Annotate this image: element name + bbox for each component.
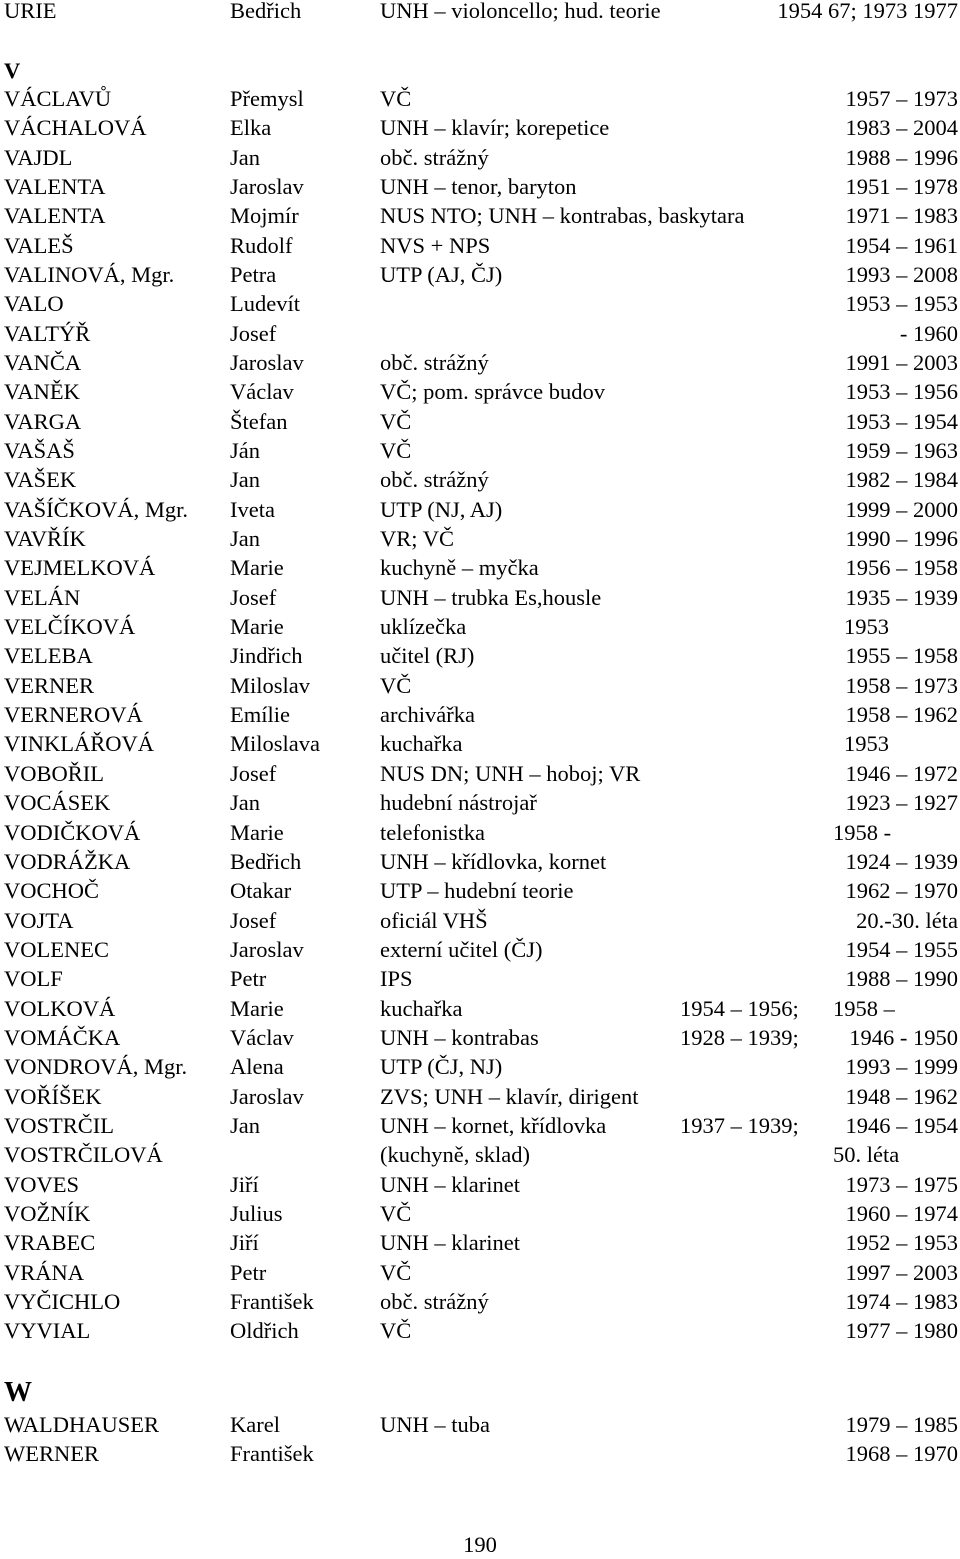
entry-row — [0, 1082, 960, 1111]
years: 1953 – 1954 — [845, 408, 958, 434]
years: 1953 – 1956 — [845, 379, 958, 405]
entry-row — [0, 465, 960, 494]
years: 1946 – 1954 — [845, 1112, 958, 1138]
entry-row — [0, 84, 960, 113]
entry-row — [0, 289, 960, 318]
entry-row — [0, 231, 960, 260]
first-name: Jan — [230, 467, 260, 493]
first-name: Karel — [230, 1412, 280, 1437]
role: UNH – kontrabas — [380, 1024, 539, 1050]
role: UNH – klavír; korepetice — [380, 115, 610, 141]
role: obč. strážný — [380, 467, 489, 493]
role: UNH – tuba — [380, 1412, 490, 1437]
entry-row — [0, 935, 960, 964]
role: UNH – křídlovka, kornet — [380, 848, 607, 874]
surname: VOLF — [4, 966, 63, 992]
first-name: Václav — [230, 1024, 294, 1050]
entry-row — [0, 1228, 960, 1257]
surname: VÁCLAVŮ — [4, 86, 112, 111]
role: UTP (ČJ, NJ) — [380, 1054, 503, 1080]
surname: VANĚK — [4, 379, 80, 405]
first-name: Jan — [230, 144, 260, 170]
earlier-years: 1954 – 1956; — [680, 995, 799, 1021]
role: VČ — [380, 1259, 412, 1285]
first-name: Miloslava — [230, 731, 320, 757]
first-name: František — [230, 1441, 314, 1467]
years: 1924 – 1939 — [845, 848, 958, 874]
entry-row — [0, 143, 960, 172]
first-name: Ludevít — [230, 291, 300, 317]
first-name: Josef — [230, 760, 277, 786]
surname: VODIČKOVÁ — [4, 819, 141, 845]
surname: VYVIAL — [4, 1318, 91, 1344]
first-name: Štefan — [230, 408, 288, 434]
role: externí učitel (ČJ) — [380, 936, 543, 962]
role: NUS DN; UNH – hoboj; VR — [380, 760, 641, 786]
role: VČ — [380, 408, 412, 434]
first-name: Marie — [230, 819, 284, 845]
surname: VERNER — [4, 672, 94, 698]
entry-row — [0, 876, 960, 905]
first-name: Bedřich — [230, 848, 302, 874]
first-name: Julius — [230, 1200, 283, 1226]
entry-row — [0, 1052, 960, 1081]
years: 1951 – 1978 — [845, 174, 958, 200]
first-name: Jan — [230, 790, 260, 816]
first-name: Iveta — [230, 496, 275, 522]
role: učitel (RJ) — [380, 643, 475, 669]
entry-row — [0, 847, 960, 876]
entry-row — [0, 788, 960, 817]
role: archivářka — [380, 702, 475, 728]
role: telefonistka — [380, 819, 485, 845]
surname: VELČÍKOVÁ — [4, 614, 136, 640]
years: 1935 – 1939 — [845, 584, 958, 610]
surname: VALINOVÁ, Mgr. — [4, 262, 175, 288]
years: 1974 – 1983 — [845, 1288, 958, 1314]
entry-row — [0, 377, 960, 406]
role: obč. strážný — [380, 350, 489, 376]
surname: VAŠÍČKOVÁ, Mgr. — [4, 496, 188, 522]
first-name: Jaroslav — [230, 174, 304, 200]
section-letter-v: V — [4, 58, 21, 83]
first-name: Oldřich — [230, 1318, 299, 1344]
role: VČ — [380, 1200, 412, 1226]
first-name: Petra — [230, 262, 277, 288]
surname: VOŽNÍK — [4, 1200, 91, 1226]
surname: VOLKOVÁ — [4, 995, 116, 1021]
first-name: Jiří — [230, 1230, 259, 1256]
entry-row — [0, 553, 960, 582]
years: 1983 – 2004 — [845, 115, 958, 141]
role: VČ; pom. správce budov — [380, 379, 605, 405]
first-name: Bedřich — [230, 0, 302, 23]
top-row — [0, 0, 960, 25]
entry-row — [0, 1111, 960, 1140]
entry-row — [0, 1410, 960, 1439]
role: ZVS; UNH – klavír, dirigent — [380, 1083, 639, 1109]
earlier-years: 1928 – 1939; — [680, 1024, 799, 1050]
surname: VOVES — [4, 1171, 80, 1197]
years: 1953 — [844, 731, 889, 757]
role: VČ — [380, 672, 412, 698]
years: 1960 – 1974 — [845, 1200, 958, 1226]
years: 1946 - 1950 — [849, 1024, 958, 1050]
first-name: Emílie — [230, 702, 290, 728]
years: 1988 – 1996 — [845, 144, 958, 170]
years: 1993 – 2008 — [845, 262, 958, 288]
entry-row — [0, 612, 960, 641]
years: 1958 – — [833, 995, 895, 1021]
entry-row — [0, 906, 960, 935]
surname: VOBOŘIL — [4, 760, 104, 786]
entry-row — [0, 1023, 960, 1052]
first-name: Otakar — [230, 878, 292, 904]
first-name: Jaroslav — [230, 936, 304, 962]
entry-row — [0, 994, 960, 1023]
surname: VRABEC — [4, 1230, 96, 1256]
first-name: Petr — [230, 966, 267, 992]
surname: VERNEROVÁ — [4, 702, 143, 728]
entry-row — [0, 260, 960, 289]
role: IPS — [380, 966, 413, 992]
entry-row — [0, 641, 960, 670]
surname: VALENTA — [4, 203, 106, 229]
entry-row — [0, 407, 960, 436]
entry-row — [0, 172, 960, 201]
first-name: Josef — [230, 320, 277, 346]
entry-row — [0, 671, 960, 700]
years: 1956 – 1958 — [845, 555, 958, 581]
years: 1977 – 1980 — [845, 1318, 958, 1344]
years: 1952 – 1953 — [845, 1230, 958, 1256]
entry-row — [0, 495, 960, 524]
first-name: Josef — [230, 584, 277, 610]
surname: WERNER — [4, 1441, 99, 1467]
entry-row — [0, 1258, 960, 1287]
entry-row — [0, 201, 960, 230]
role: UTP (AJ, ČJ) — [380, 262, 503, 288]
role: kuchařka — [380, 995, 463, 1021]
surname: VALTÝŘ — [4, 320, 91, 346]
surname: VOLENEC — [4, 936, 109, 962]
role: obč. strážný — [380, 1288, 489, 1314]
entry-row — [0, 113, 960, 142]
surname: VONDROVÁ, Mgr. — [4, 1054, 188, 1080]
first-name: Václav — [230, 379, 294, 405]
first-name: Miloslav — [230, 672, 311, 698]
surname: VAŠAŠ — [4, 438, 75, 464]
role: UNH – kornet, křídlovka — [380, 1112, 607, 1138]
entry-row — [0, 729, 960, 758]
surname: VOŘÍŠEK — [4, 1083, 102, 1109]
role: NUS NTO; UNH – kontrabas, baskytara — [380, 203, 745, 229]
years: 1958 – 1973 — [845, 672, 958, 698]
surname: VOMÁČKA — [4, 1024, 121, 1050]
surname: VELÁN — [4, 584, 81, 610]
years: 1957 – 1973 — [845, 86, 958, 111]
first-name: Ján — [230, 438, 260, 464]
page-number: 190 — [463, 1532, 497, 1557]
entry-row — [0, 524, 960, 553]
section-letter-w: W — [4, 1377, 32, 1408]
years: 1923 – 1927 — [845, 790, 958, 816]
role: NVS + NPS — [380, 232, 491, 258]
years: - 1960 — [899, 320, 958, 346]
years: 1954 – 1955 — [845, 936, 958, 962]
surname: VOCÁSEK — [4, 790, 111, 816]
role: VR; VČ — [380, 526, 454, 552]
first-name: Jan — [230, 526, 260, 552]
years: 1953 – 1953 — [845, 291, 958, 317]
surname: VOJTA — [4, 907, 74, 933]
first-name: Jaroslav — [230, 350, 304, 376]
years: 1993 – 1999 — [845, 1054, 958, 1080]
surname: VYČICHLO — [4, 1288, 121, 1314]
entry-row — [0, 1140, 960, 1169]
years: 1990 – 1996 — [845, 526, 958, 552]
surname: VÁCHALOVÁ — [4, 115, 147, 141]
surname: VRÁNA — [4, 1259, 85, 1285]
surname: URIE — [4, 0, 57, 23]
years: 1954 – 1961 — [845, 232, 958, 258]
role: UNH – klarinet — [380, 1171, 520, 1197]
first-name: Jaroslav — [230, 1083, 304, 1109]
years: 1946 – 1972 — [845, 760, 958, 786]
role: kuchyně – myčka — [380, 555, 539, 581]
years: 1971 – 1983 — [845, 203, 958, 229]
years: 1991 – 2003 — [845, 350, 958, 376]
role: oficiál VHŠ — [380, 907, 488, 933]
surname: VOCHOČ — [4, 878, 100, 904]
years: 1988 – 1990 — [845, 966, 958, 992]
years: 1958 – 1962 — [845, 702, 958, 728]
surname: VOSTRČIL — [4, 1112, 115, 1138]
years: 1962 – 1970 — [845, 878, 958, 904]
years: 50. léta — [833, 1142, 900, 1168]
role: (kuchyně, sklad) — [380, 1142, 530, 1168]
role: UNH – trubka Es,housle — [380, 584, 602, 610]
surname: VANČA — [4, 350, 82, 376]
entry-row — [0, 319, 960, 348]
surname: VALEŠ — [4, 232, 74, 258]
role: VČ — [380, 86, 412, 111]
first-name: Rudolf — [230, 232, 293, 258]
surname: VALO — [4, 291, 64, 317]
first-name: Petr — [230, 1259, 267, 1285]
first-name: Elka — [230, 115, 272, 141]
role: kuchařka — [380, 731, 463, 757]
entry-row — [0, 759, 960, 788]
years: 1982 – 1984 — [845, 467, 958, 493]
entry-row — [0, 1439, 960, 1468]
role: uklízečka — [380, 614, 467, 640]
first-name: Marie — [230, 614, 284, 640]
role: UTP – hudební teorie — [380, 878, 574, 904]
years: 1968 – 1970 — [845, 1441, 958, 1467]
first-name: Jan — [230, 1112, 260, 1138]
entry-row — [0, 700, 960, 729]
first-name: Přemysl — [230, 86, 304, 111]
entry-row — [0, 583, 960, 612]
years: 1953 — [844, 614, 889, 640]
role: VČ — [380, 438, 412, 464]
years: 1958 - — [833, 819, 892, 845]
role: hudební nástrojař — [380, 790, 537, 816]
surname: VARGA — [4, 408, 82, 434]
entry-row — [0, 348, 960, 377]
surname: VAVŘÍK — [4, 526, 86, 552]
surname: VEJMELKOVÁ — [4, 555, 156, 581]
first-name: Jindřich — [230, 643, 303, 669]
first-name: Marie — [230, 555, 284, 581]
surname: VOSTRČILOVÁ — [4, 1142, 163, 1168]
role: UNH – violoncello; hud. teorie — [380, 0, 661, 23]
role: VČ — [380, 1318, 412, 1344]
years: 1997 – 2003 — [845, 1259, 958, 1285]
first-name: František — [230, 1288, 314, 1314]
first-name: Jiří — [230, 1171, 259, 1197]
surname: VALENTA — [4, 174, 106, 200]
years: 1954 67; 1973 1977 — [777, 0, 958, 23]
entry-row — [0, 818, 960, 847]
surname: VODRÁŽKA — [4, 848, 131, 874]
first-name: Josef — [230, 907, 277, 933]
first-name: Alena — [230, 1054, 284, 1080]
first-name: Mojmír — [230, 203, 299, 229]
role: UNH – klarinet — [380, 1230, 520, 1256]
first-name: Marie — [230, 995, 284, 1021]
role: obč. strážný — [380, 144, 489, 170]
years: 1959 – 1963 — [845, 438, 958, 464]
entry-row — [0, 1170, 960, 1199]
surname: WALDHAUSER — [4, 1412, 159, 1437]
surname: VAŠEK — [4, 467, 77, 493]
earlier-years: 1937 – 1939; — [680, 1112, 799, 1138]
role: UTP (NJ, AJ) — [380, 496, 503, 522]
surname: VINKLÁŘOVÁ — [4, 731, 154, 757]
entry-row — [0, 1316, 960, 1345]
role: UNH – tenor, baryton — [380, 174, 577, 200]
entry-row — [0, 1199, 960, 1228]
entry-row — [0, 964, 960, 993]
surname: VELEBA — [4, 643, 93, 669]
surname: VAJDL — [4, 144, 73, 170]
years: 1955 – 1958 — [845, 643, 958, 669]
years: 1973 – 1975 — [845, 1171, 958, 1197]
years: 1999 – 2000 — [845, 496, 958, 522]
years: 1948 – 1962 — [845, 1083, 958, 1109]
years: 1979 – 1985 — [845, 1412, 958, 1437]
entry-row — [0, 1287, 960, 1316]
years: 20.-30. léta — [856, 907, 958, 933]
entry-row — [0, 436, 960, 465]
